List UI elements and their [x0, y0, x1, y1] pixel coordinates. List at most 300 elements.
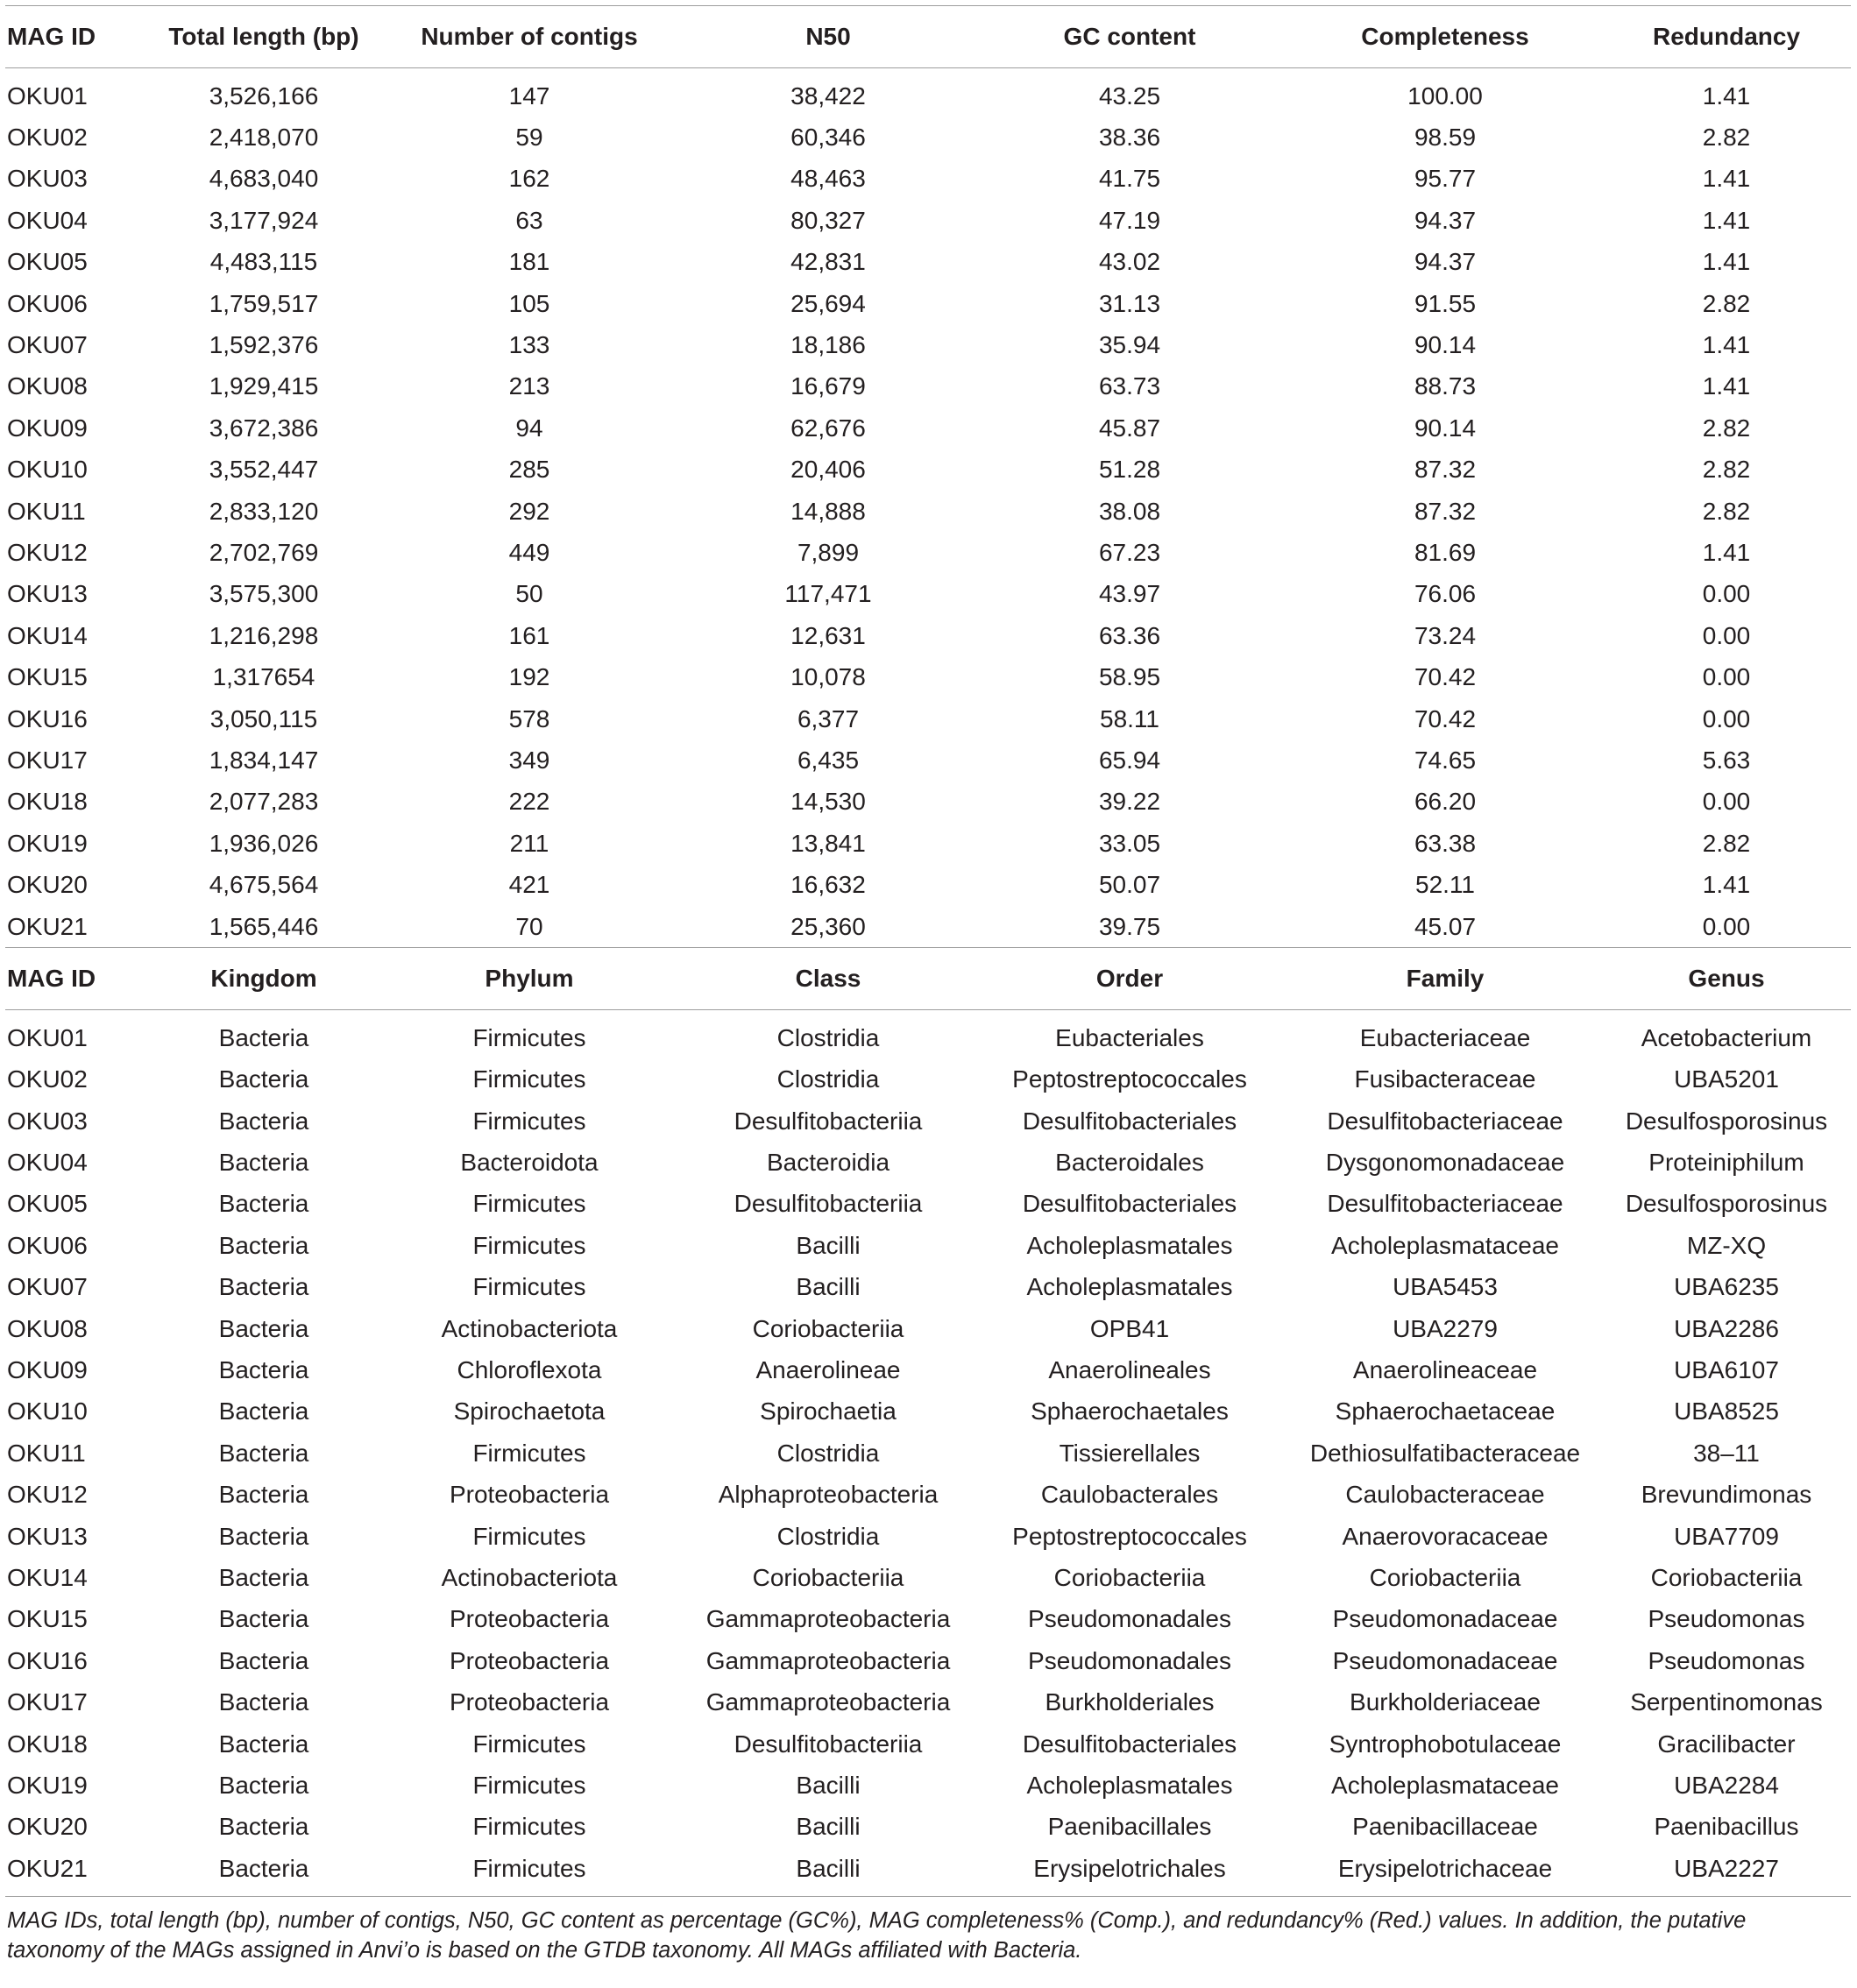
mag-id-cell: OKU05 — [7, 1190, 88, 1218]
table-cell: 1,216,298 — [209, 621, 319, 649]
table-cell: 73.24 — [1414, 621, 1477, 649]
table-cell: 63.73 — [1098, 372, 1161, 400]
table-cell: Pseudomonadales — [1028, 1646, 1231, 1674]
table-cell: UBA5453 — [1393, 1273, 1498, 1301]
mag-id-cell: OKU06 — [7, 289, 88, 317]
table-cell: Firmicutes — [472, 1107, 586, 1135]
table-cell: 45.07 — [1414, 912, 1477, 940]
mag-id-cell: OKU06 — [7, 1231, 88, 1259]
table-cell: 222 — [508, 788, 550, 816]
table-cell: Bacteroidales — [1055, 1149, 1204, 1177]
mag-id-cell: OKU12 — [7, 1481, 88, 1509]
column-header: GC content — [1063, 23, 1196, 50]
table-row — [5, 782, 1851, 823]
table-cell: Eubacteriaceae — [1359, 1023, 1531, 1051]
table-cell: 25,694 — [790, 289, 866, 317]
table-cell: 48,463 — [790, 165, 866, 193]
table-cell: Gracilibacter — [1657, 1730, 1796, 1758]
table-cell: 0.00 — [1702, 663, 1751, 691]
table-row — [5, 698, 1851, 739]
table-cell: Spirochaetia — [760, 1397, 897, 1426]
table-cell: Firmicutes — [472, 1813, 586, 1841]
table-cell: 1,759,517 — [209, 289, 319, 317]
table-cell: Acholeplasmatales — [1026, 1771, 1233, 1799]
table-cell: Coriobacteriia — [752, 1563, 904, 1591]
table-cell: 1,929,415 — [209, 372, 319, 400]
table-cell: 60,346 — [790, 124, 866, 152]
mag-id-cell: OKU08 — [7, 372, 88, 400]
table-cell: Brevundimonas — [1641, 1481, 1812, 1509]
table-row — [5, 1807, 1851, 1848]
table-cell: Chloroflexota — [457, 1356, 602, 1384]
table-cell: 117,471 — [784, 580, 872, 608]
mag-id-cell: OKU14 — [7, 1563, 88, 1591]
table-cell: 39.75 — [1098, 912, 1161, 940]
table-footnote: MAG IDs, total length (bp), number of contigs, N50, GC content as percentage (GC%), MAG completeness% (Comp.), and redundancy% (Red.) values. In addition, the putative taxonomy of the MAGs assigned in Anvi’o is based on the GTDB taxonomy. All MAGs affiliated with Bacteria. — [7, 1908, 1747, 1963]
table-cell: Desulfosporosinus — [1625, 1190, 1828, 1218]
table-cell: 67.23 — [1098, 538, 1161, 566]
table-cell: Tissierellales — [1059, 1439, 1201, 1467]
table-row — [5, 1765, 1851, 1806]
table-cell: Paenibacillus — [1654, 1813, 1799, 1841]
table-row — [5, 1225, 1851, 1266]
table-cell: Firmicutes — [472, 1522, 586, 1550]
table-cell: Firmicutes — [472, 1231, 586, 1259]
table-cell: Paenibacillaceae — [1352, 1813, 1538, 1841]
table-cell: 63.38 — [1414, 829, 1477, 857]
table-cell: 35.94 — [1098, 331, 1161, 359]
column-header: MAG ID — [7, 23, 96, 50]
table-cell: Coriobacteriia — [1650, 1563, 1803, 1591]
table-cell: 0.00 — [1702, 704, 1751, 732]
table-cell: Pseudomonas — [1648, 1646, 1805, 1674]
table-cell: 3,177,924 — [209, 206, 319, 234]
table-cell: Proteobacteria — [449, 1605, 610, 1633]
column-header: MAG ID — [7, 965, 96, 993]
table-cell: 70.42 — [1414, 663, 1477, 691]
table-cell: Bacteria — [218, 1149, 309, 1177]
table-cell: 0.00 — [1702, 912, 1751, 940]
table-cell: 578 — [508, 704, 550, 732]
table-row — [5, 656, 1851, 697]
table-cell: Peptostreptococcales — [1012, 1522, 1247, 1550]
mag-id-cell: OKU09 — [7, 414, 88, 442]
mag-id-cell: OKU17 — [7, 1688, 88, 1716]
table-row — [5, 1723, 1851, 1765]
document-page — [5, 5, 1851, 1965]
table-row — [5, 1640, 1851, 1681]
table-cell: Sphaerochaetaceae — [1335, 1397, 1556, 1426]
table-cell: 161 — [508, 621, 550, 649]
mag-id-cell: OKU02 — [7, 124, 88, 152]
table-cell: 25,360 — [790, 912, 866, 940]
table-cell: 14,530 — [790, 788, 866, 816]
table-row — [5, 242, 1851, 283]
mag-id-cell: OKU11 — [7, 1439, 86, 1467]
mag-id-cell: OKU08 — [7, 1314, 88, 1342]
table-row — [5, 532, 1851, 573]
table-cell: Desulfitobacteriales — [1022, 1190, 1237, 1218]
table-cell: Erysipelotrichaceae — [1337, 1854, 1553, 1882]
table-row — [5, 574, 1851, 615]
mag-id-cell: OKU05 — [7, 248, 88, 276]
table-cell: 5.63 — [1702, 746, 1751, 774]
table-cell: 59 — [515, 124, 543, 152]
table-cell: Burkholderiaceae — [1350, 1688, 1541, 1716]
table-cell: 2.82 — [1702, 829, 1751, 857]
mag-id-cell: OKU11 — [7, 497, 86, 525]
mag-id-cell: OKU16 — [7, 704, 88, 732]
table-cell: Peptostreptococcales — [1012, 1065, 1247, 1093]
table-cell: 94.37 — [1414, 206, 1477, 234]
mag-id-cell: OKU16 — [7, 1646, 88, 1674]
table-cell: Bacteria — [218, 1439, 309, 1467]
table-cell: 1.41 — [1702, 248, 1751, 276]
mag-id-cell: OKU15 — [7, 663, 88, 691]
table-cell: 1,565,446 — [209, 912, 319, 940]
table-cell: Bacteria — [218, 1107, 309, 1135]
column-header: Kingdom — [210, 965, 317, 993]
table-cell: Syntrophobotulaceae — [1329, 1730, 1562, 1758]
table-cell: 81.69 — [1414, 538, 1477, 566]
table-cell: 133 — [508, 331, 550, 359]
table-row — [5, 739, 1851, 781]
mag-id-cell: OKU10 — [7, 1397, 88, 1426]
mag-id-cell: OKU04 — [7, 206, 88, 234]
table-row — [5, 1184, 1851, 1225]
column-header: Phylum — [485, 965, 574, 993]
mag-id-cell: OKU07 — [7, 331, 88, 359]
table-cell: Acholeplasmatales — [1026, 1273, 1233, 1301]
table-cell: 1.41 — [1702, 372, 1751, 400]
table-cell: 88.73 — [1414, 372, 1477, 400]
table-cell: 2.82 — [1702, 414, 1751, 442]
table-row — [5, 1848, 1851, 1889]
table-cell: Actinobacteriota — [441, 1314, 618, 1342]
column-header: Redundancy — [1652, 23, 1801, 50]
table-cell: 162 — [508, 165, 550, 193]
table-cell: 98.59 — [1414, 124, 1477, 152]
table-cell: Bacteria — [218, 1605, 309, 1633]
table-cell: 50.07 — [1098, 871, 1161, 899]
mag-id-cell: OKU21 — [7, 912, 88, 940]
table-cell: 13,841 — [790, 829, 866, 857]
table-row — [5, 1059, 1851, 1100]
table-cell: Desulfitobacteriales — [1022, 1730, 1237, 1758]
table-cell: 449 — [508, 538, 550, 566]
mag-id-cell: OKU14 — [7, 621, 88, 649]
table-cell: 87.32 — [1414, 497, 1477, 525]
table-cell: Firmicutes — [472, 1771, 586, 1799]
table-row — [5, 823, 1851, 864]
table-header-row — [5, 948, 1851, 1010]
table-row — [5, 1681, 1851, 1723]
table-cell: Desulfitobacteriia — [734, 1107, 923, 1135]
table-cell: 147 — [508, 81, 550, 110]
table-row — [5, 1599, 1851, 1640]
table-cell: 31.13 — [1098, 289, 1161, 317]
table-cell: Actinobacteriota — [441, 1563, 618, 1591]
table-cell: Proteobacteria — [449, 1646, 610, 1674]
table-row — [5, 283, 1851, 324]
table-cell: Sphaerochaetales — [1031, 1397, 1229, 1426]
table-cell: Gammaproteobacteria — [705, 1605, 951, 1633]
table-cell: 0.00 — [1702, 580, 1751, 608]
table-cell: Fusibacteraceae — [1354, 1065, 1536, 1093]
table-cell: 1.41 — [1702, 538, 1751, 566]
table-cell: Coriobacteriia — [752, 1314, 904, 1342]
table-cell: Paenibacillales — [1047, 1813, 1212, 1841]
table-cell: Eubacteriales — [1055, 1023, 1204, 1051]
column-header: Class — [795, 965, 861, 993]
table-row — [5, 491, 1851, 532]
table-cell: Bacilli — [796, 1813, 861, 1841]
table-cell: UBA2286 — [1674, 1314, 1779, 1342]
table-cell: 4,683,040 — [209, 165, 319, 193]
mag-id-cell: OKU20 — [7, 1813, 88, 1841]
table-cell: 2.82 — [1702, 289, 1751, 317]
table-cell: 1,834,147 — [209, 746, 319, 774]
mag-id-cell: OKU01 — [7, 81, 88, 110]
table-cell: Firmicutes — [472, 1273, 586, 1301]
table-cell: 7,899 — [797, 538, 860, 566]
table-cell: 43.25 — [1098, 81, 1161, 110]
table-cell: 39.22 — [1098, 788, 1161, 816]
table-cell: 50 — [515, 580, 543, 608]
table-cell: 2.82 — [1702, 497, 1751, 525]
table-row — [5, 1391, 1851, 1433]
table-cell: Firmicutes — [472, 1190, 586, 1218]
table-cell: Bacteroidia — [766, 1149, 890, 1177]
table-row — [5, 906, 1851, 947]
column-header: Family — [1406, 965, 1485, 993]
table-cell: Pseudomonas — [1648, 1605, 1805, 1633]
table-cell: Bacilli — [796, 1854, 861, 1882]
table-cell: Firmicutes — [472, 1730, 586, 1758]
table-cell: 1,936,026 — [209, 829, 319, 857]
table-cell: Gammaproteobacteria — [705, 1646, 951, 1674]
table-cell: 87.32 — [1414, 456, 1477, 484]
table-cell: 91.55 — [1414, 289, 1477, 317]
table-row — [5, 449, 1851, 491]
table-cell: 33.05 — [1098, 829, 1161, 857]
table-cell: Serpentinomonas — [1630, 1688, 1823, 1716]
table-row — [5, 615, 1851, 656]
table-cell: 45.87 — [1098, 414, 1161, 442]
column-header: N50 — [805, 23, 851, 50]
table-row — [5, 324, 1851, 365]
table-cell: 1,592,376 — [209, 331, 319, 359]
table-cell: Firmicutes — [472, 1439, 586, 1467]
table-body — [5, 1010, 1851, 1890]
table-cell: 3,552,447 — [209, 456, 319, 484]
mag-id-cell: OKU19 — [7, 829, 88, 857]
table-row — [5, 407, 1851, 449]
table-cell: 2,077,283 — [209, 788, 319, 816]
table-cell: Proteobacteria — [449, 1481, 610, 1509]
table-cell: Bacteria — [218, 1356, 309, 1384]
mag-id-cell: OKU21 — [7, 1854, 88, 1882]
mag-id-cell: OKU03 — [7, 1107, 88, 1135]
table-cell: Firmicutes — [472, 1065, 586, 1093]
table-cell: Bacteria — [218, 1854, 309, 1882]
table-cell: 16,632 — [790, 871, 866, 899]
table-cell: 1.41 — [1702, 165, 1751, 193]
table-cell: 6,435 — [797, 746, 860, 774]
mag-id-cell: OKU20 — [7, 871, 88, 899]
table-cell: 70.42 — [1414, 704, 1477, 732]
table-cell: 76.06 — [1414, 580, 1477, 608]
table-cell: Clostridia — [776, 1023, 880, 1051]
table-cell: 63.36 — [1098, 621, 1161, 649]
table-cell: 3,526,166 — [209, 81, 319, 110]
mag-id-cell: OKU12 — [7, 538, 88, 566]
table-cell: 38,422 — [790, 81, 866, 110]
table-row — [5, 117, 1851, 158]
table-cell: 18,186 — [790, 331, 866, 359]
table-cell: Bacteria — [218, 1771, 309, 1799]
column-header: Order — [1095, 965, 1164, 993]
table-cell: MZ-XQ — [1686, 1231, 1767, 1259]
table-cell: Pseudomonadales — [1028, 1605, 1231, 1633]
table-cell: Pseudomonadaceae — [1332, 1605, 1558, 1633]
table-cell: 192 — [508, 663, 550, 691]
table-cell: 38–11 — [1693, 1439, 1760, 1467]
column-header: Genus — [1688, 965, 1765, 993]
mag-id-cell: OKU13 — [7, 1522, 88, 1550]
table-cell: Spirochaetota — [453, 1397, 606, 1426]
table-cell: OPB41 — [1089, 1314, 1170, 1342]
table-cell: UBA2284 — [1674, 1771, 1779, 1799]
table-cell: Desulfitobacteriia — [734, 1730, 923, 1758]
table-cell: 47.19 — [1098, 206, 1161, 234]
mag-id-cell: OKU13 — [7, 580, 88, 608]
table-body — [5, 68, 1851, 948]
table-cell: 1,317654 — [212, 663, 315, 691]
mag-id-cell: OKU09 — [7, 1356, 88, 1384]
table-cell: Dethiosulfatibacteraceae — [1309, 1439, 1581, 1467]
table-cell: 2,418,070 — [209, 124, 319, 152]
table-cell: Acholeplasmataceae — [1331, 1231, 1559, 1259]
table-cell: UBA8525 — [1674, 1397, 1779, 1426]
table-cell: Firmicutes — [472, 1854, 586, 1882]
mag-taxonomy-table — [5, 947, 1851, 1889]
table-cell: Anaerovoracaceae — [1342, 1522, 1549, 1550]
table-cell: Bacteria — [218, 1023, 309, 1051]
column-header: Number of contigs — [421, 23, 638, 50]
table-cell: 95.77 — [1414, 165, 1477, 193]
table-cell: Clostridia — [776, 1065, 880, 1093]
table-cell: Proteobacteria — [449, 1688, 610, 1716]
table-cell: 94 — [515, 414, 543, 442]
table-cell: 10,078 — [790, 663, 866, 691]
column-header: Total length (bp) — [168, 23, 359, 50]
table-cell: 63 — [515, 206, 543, 234]
table-cell: Clostridia — [776, 1522, 880, 1550]
table-cell: 74.65 — [1414, 746, 1477, 774]
table-cell: Proteiniphilum — [1648, 1149, 1804, 1177]
table-row — [5, 1100, 1851, 1142]
table-cell: 43.02 — [1098, 248, 1161, 276]
table-cell: UBA6107 — [1674, 1356, 1779, 1384]
table-cell: Bacteria — [218, 1563, 309, 1591]
mag-id-cell: OKU15 — [7, 1605, 88, 1633]
table-cell: Anaerolineae — [755, 1356, 901, 1384]
table-cell: 16,679 — [790, 372, 866, 400]
table-cell: Acholeplasmataceae — [1331, 1771, 1559, 1799]
table-cell: 52.11 — [1415, 871, 1475, 899]
table-cell: Bacilli — [796, 1231, 861, 1259]
table-cell: Anaerolineaceae — [1352, 1356, 1538, 1384]
table-cell: 12,631 — [790, 621, 866, 649]
table-cell: 4,483,115 — [209, 248, 318, 276]
table-cell: Erysipelotrichales — [1033, 1854, 1226, 1882]
table-cell: 2,702,769 — [209, 538, 319, 566]
table-cell: 66.20 — [1414, 788, 1477, 816]
mag-statistics-table — [5, 5, 1851, 947]
table-cell: Firmicutes — [472, 1023, 586, 1051]
table-cell: 42,831 — [790, 248, 866, 276]
table-cell: 349 — [508, 746, 550, 774]
table-cell: Desulfitobacteriaceae — [1327, 1190, 1563, 1218]
table-cell: 421 — [508, 871, 550, 899]
table-row — [5, 200, 1851, 241]
mag-id-cell: OKU07 — [7, 1273, 88, 1301]
table-cell: Bacteria — [218, 1397, 309, 1426]
table-cell: Acholeplasmatales — [1026, 1231, 1233, 1259]
table-cell: 14,888 — [790, 497, 866, 525]
table-cell: Caulobacterales — [1040, 1481, 1219, 1509]
table-row — [5, 1557, 1851, 1598]
table-cell: 51.28 — [1098, 456, 1161, 484]
table-cell: Bacteria — [218, 1231, 309, 1259]
table-header-row — [5, 6, 1851, 68]
mag-id-cell: OKU04 — [7, 1149, 88, 1177]
table-cell: Bacteria — [218, 1522, 309, 1550]
table-cell: Bacilli — [796, 1771, 861, 1799]
table-cell: 292 — [508, 497, 550, 525]
table-row — [5, 864, 1851, 905]
table-cell: Bacteroidota — [460, 1149, 599, 1177]
table-cell: 41.75 — [1098, 165, 1161, 193]
table-cell: 2.82 — [1702, 456, 1751, 484]
table-cell: Bacilli — [796, 1273, 861, 1301]
table-cell: 3,575,300 — [209, 580, 319, 608]
table-cell: 100.00 — [1407, 81, 1483, 110]
table-cell: 65.94 — [1098, 746, 1161, 774]
table-row — [5, 68, 1851, 117]
table-row — [5, 1433, 1851, 1474]
table-cell: Desulfitobacteriales — [1022, 1107, 1237, 1135]
table-cell: UBA6235 — [1674, 1273, 1779, 1301]
table-cell: 58.11 — [1100, 704, 1159, 732]
table-cell: Bacteria — [218, 1314, 309, 1342]
table-row — [5, 1267, 1851, 1308]
table-cell: Clostridia — [776, 1439, 880, 1467]
mag-id-cell: OKU19 — [7, 1771, 88, 1799]
table-cell: 58.95 — [1098, 663, 1161, 691]
table-cell: Bacteria — [218, 1481, 309, 1509]
table-row — [5, 1308, 1851, 1349]
table-row — [5, 1349, 1851, 1390]
table-cell: 1.41 — [1702, 331, 1751, 359]
table-cell: 94.37 — [1414, 248, 1477, 276]
mag-id-cell: OKU01 — [7, 1023, 88, 1051]
table-cell: 20,406 — [790, 456, 866, 484]
table-cell: 213 — [508, 372, 550, 400]
mag-id-cell: OKU17 — [7, 746, 88, 774]
table-cell: Burkholderiales — [1045, 1688, 1215, 1716]
